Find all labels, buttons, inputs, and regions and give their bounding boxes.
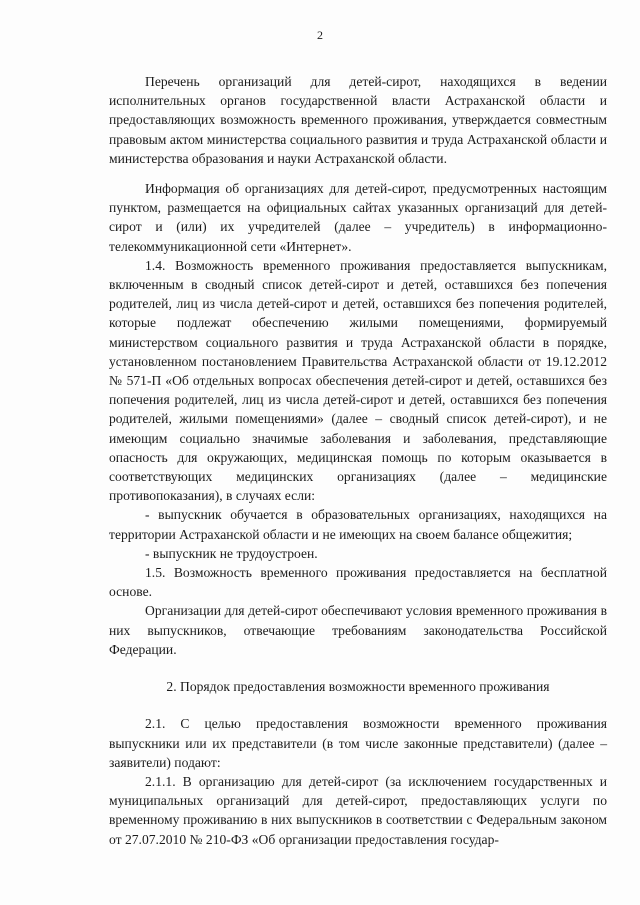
paragraph-condition-unemployed: - выпускник не трудоустроен. <box>145 545 318 561</box>
paragraph-living-conditions: Организации для детей-сирот обеспечивают условия временного проживания в них выпускников, отвечающие требованиям законодательства Российской Федерации. <box>109 603 607 657</box>
paragraph-clause-1-5: 1.5. Возможность временного проживания предоставляется на бесплатной основе. <box>109 565 607 600</box>
paragraph-condition-studying: - выпускник обучается в образовательных организациях, находящихся на территории Астраханской области и не имеющих на своем балансе общежития; <box>109 507 607 542</box>
paragraph-clause-2-1-1: 2.1.1. В организацию для детей-сирот (за исключением государственных и муниципальных организаций для детей-сирот, предоставляющих услуги по временному проживанию в них выпускников в соответствии с Федеральным законом от 27.07.2010 № 210-ФЗ «Об организации предоставления государ- <box>109 773 607 847</box>
paragraph-organizations-list: Перечень организаций для детей-сирот, находящихся в ведении исполнительных органов государственной власти Астраханской области и предоставляющих возможность временного проживания, утверждается совместным правовым актом министерства социального развития и труда Астраханской области и министерства образования и науки Астраханской области. <box>109 74 607 166</box>
page-number: 2 <box>317 28 323 42</box>
document-body <box>109 72 607 849</box>
section-heading: 2. Порядок предоставления возможности временного проживания <box>166 679 550 695</box>
paragraph-clause-2-1: 2.1. С целью предоставления возможности временного проживания выпускники или их представители (в том числе законные представители) (далее – заявители) подают: <box>109 716 607 770</box>
paragraph-clause-1-4: 1.4. Возможность временного проживания предоставляется выпускникам, включенным в сводный список детей-сирот и детей, оставшихся без попечения родителей, лиц из числа детей-сирот и детей, оставшихся без попечения родителей, которые подлежат обеспечению жилыми помещениями, формируемый министерством социального развития и труда Астраханской области в порядке, установленном постановлением Правительства Астраханской области от 19.12.2012 № 571-П «Об отдельных вопросах обеспечения детей-сирот и детей, оставшихся без попечения родителей, лиц из числа детей-сирот и детей, оставшихся без попечения родителей, жилыми помещениями» (далее – сводный список детей-сирот), и не имеющим социально значимые заболевания и заболевания, представляющие опасность для окружающих, медицинская помощь по которым оказывается в соответствующих медицинских организациях (далее – медицинские противопоказания), в случаях если: <box>109 257 607 504</box>
paragraph-organizations-info: Информация об организациях для детей-сирот, предусмотренных настоящим пунктом, размещается на официальных сайтах указанных организаций для детей-сирот и (или) их учредителей (далее – учредитель) в информационно-телекоммуникационной сети «Интернет». <box>109 181 607 254</box>
